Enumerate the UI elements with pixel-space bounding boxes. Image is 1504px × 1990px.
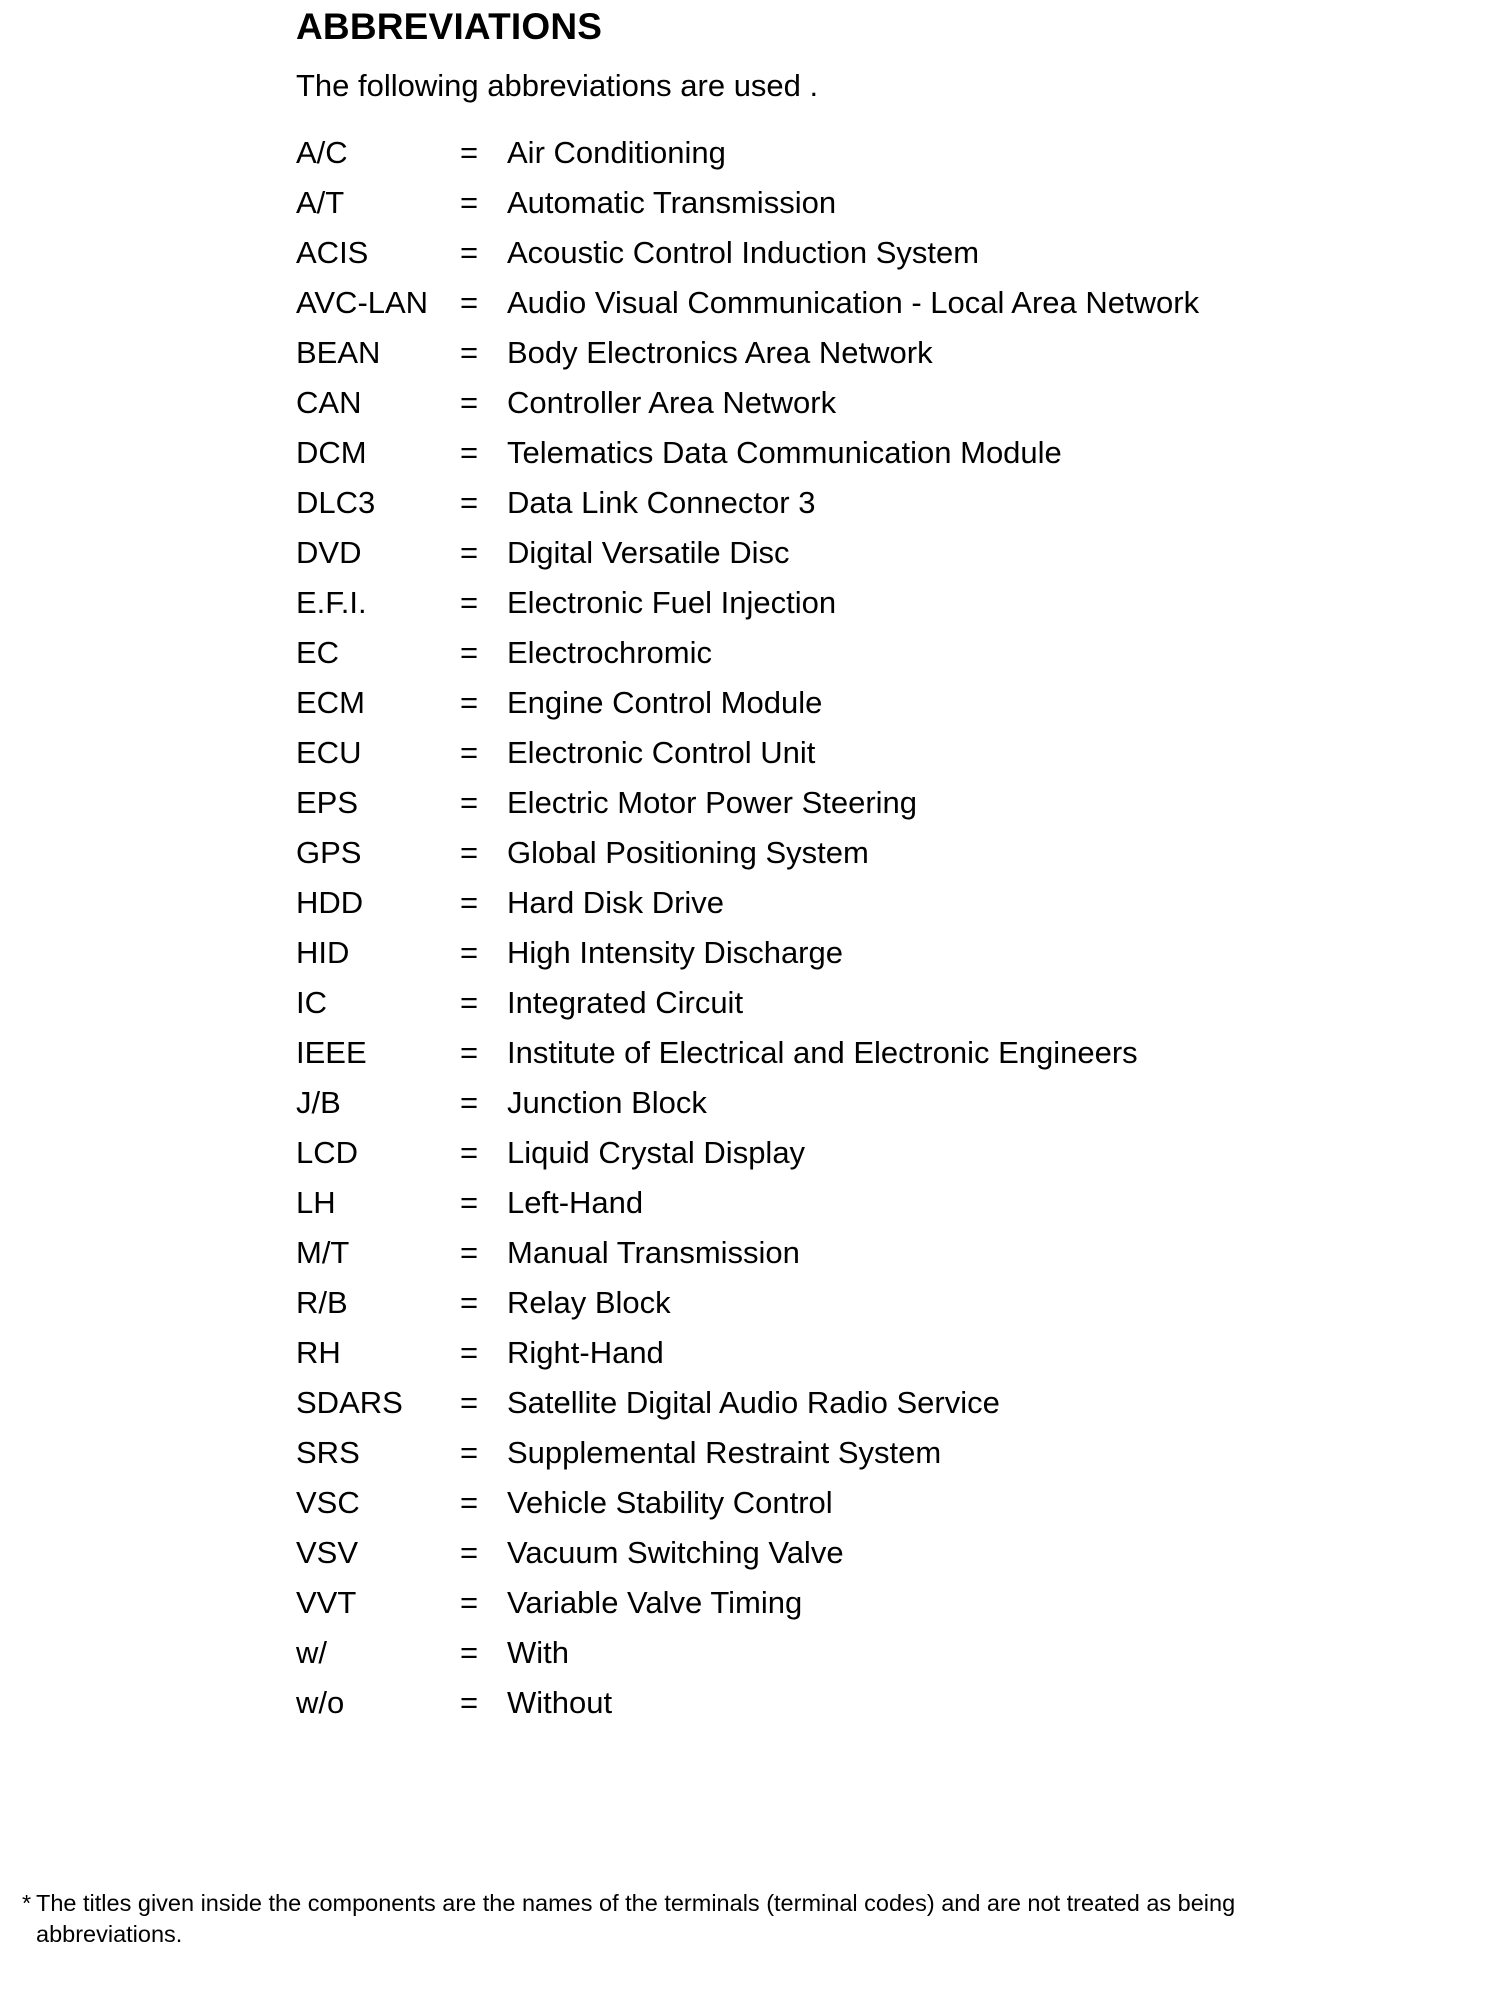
abbreviation-list xyxy=(296,128,1199,1728)
abbreviation-definition: Integrated Circuit xyxy=(507,985,744,1020)
abbreviation-row xyxy=(296,978,1199,1028)
abbreviation-row xyxy=(296,828,1199,878)
abbreviation-definition: Junction Block xyxy=(507,1085,707,1120)
abbreviation-definition: Hard Disk Drive xyxy=(507,885,725,920)
equals-sign: = xyxy=(460,1285,479,1320)
intro-text: The following abbreviations are used . xyxy=(296,68,819,103)
abbreviation-term: VVT xyxy=(296,1585,357,1620)
footnote xyxy=(22,1888,1482,1950)
abbreviation-row xyxy=(296,1128,1199,1178)
abbreviation-row xyxy=(296,1628,1199,1678)
abbreviation-row xyxy=(296,628,1199,678)
abbreviation-term: CAN xyxy=(296,385,362,420)
abbreviation-definition: Digital Versatile Disc xyxy=(507,535,790,570)
abbreviation-term: SRS xyxy=(296,1435,360,1470)
abbreviation-term: BEAN xyxy=(296,335,381,370)
abbreviation-term: VSC xyxy=(296,1485,360,1520)
equals-sign: = xyxy=(460,1185,479,1220)
abbreviation-term: LH xyxy=(296,1185,336,1220)
abbreviation-definition: Acoustic Control Induction System xyxy=(507,235,980,270)
equals-sign: = xyxy=(460,685,479,720)
abbreviation-definition: Right-Hand xyxy=(507,1335,664,1370)
equals-sign: = xyxy=(460,1035,479,1070)
abbreviation-term: AVC-LAN xyxy=(296,285,429,320)
abbreviation-row xyxy=(296,328,1199,378)
abbreviation-definition: High Intensity Discharge xyxy=(507,935,843,970)
abbreviation-row xyxy=(296,278,1199,328)
equals-sign: = xyxy=(460,1585,479,1620)
abbreviation-term: RH xyxy=(296,1335,341,1370)
abbreviation-term: J/B xyxy=(296,1085,341,1120)
abbreviation-definition: Data Link Connector 3 xyxy=(507,485,816,520)
equals-sign: = xyxy=(460,1235,479,1270)
abbreviation-row xyxy=(296,1228,1199,1278)
abbreviation-row xyxy=(296,1678,1199,1728)
abbreviation-definition: Electronic Fuel Injection xyxy=(507,585,837,620)
abbreviation-term: EPS xyxy=(296,785,359,820)
abbreviation-row xyxy=(296,478,1199,528)
abbreviation-term: A/T xyxy=(296,185,345,220)
abbreviation-definition: Audio Visual Communication - Local Area Network xyxy=(507,285,1200,320)
footnote-line-2: abbreviations. xyxy=(36,1921,183,1947)
abbreviation-term: IEEE xyxy=(296,1035,367,1070)
equals-sign: = xyxy=(460,885,479,920)
abbreviation-term: M/T xyxy=(296,1235,350,1270)
abbreviation-term: HID xyxy=(296,935,350,970)
abbreviation-term: VSV xyxy=(296,1535,359,1570)
abbreviation-row xyxy=(296,1478,1199,1528)
abbreviation-definition: Electrochromic xyxy=(507,635,712,670)
abbreviation-row xyxy=(296,428,1199,478)
equals-sign: = xyxy=(460,485,479,520)
footnote-line-1: The titles given inside the components are the names of the terminals (terminal codes) and are not treated as being xyxy=(36,1890,1236,1916)
equals-sign: = xyxy=(460,1485,479,1520)
abbreviation-row xyxy=(296,1328,1199,1378)
abbreviation-term: EC xyxy=(296,635,340,670)
abbreviation-row xyxy=(296,1078,1199,1128)
abbreviation-row xyxy=(296,528,1199,578)
abbreviation-term: SDARS xyxy=(296,1385,403,1420)
abbreviation-row xyxy=(296,1278,1199,1328)
abbreviation-definition: Institute of Electrical and Electronic Engineers xyxy=(507,1035,1138,1070)
equals-sign: = xyxy=(460,1635,479,1670)
abbreviation-definition: Engine Control Module xyxy=(507,685,823,720)
equals-sign: = xyxy=(460,135,479,170)
abbreviation-term: DVD xyxy=(296,535,362,570)
page-title: ABBREVIATIONS xyxy=(296,6,603,47)
equals-sign: = xyxy=(460,435,479,470)
abbreviation-term: w/ xyxy=(296,1635,327,1670)
abbreviation-row xyxy=(296,1378,1199,1428)
abbreviation-term: DCM xyxy=(296,435,367,470)
abbreviation-definition: Electric Motor Power Steering xyxy=(507,785,918,820)
abbreviation-term: A/C xyxy=(296,135,348,170)
equals-sign: = xyxy=(460,185,479,220)
abbreviation-definition: Vehicle Stability Control xyxy=(507,1485,833,1520)
abbreviation-definition: Variable Valve Timing xyxy=(507,1585,803,1620)
abbreviation-term: E.F.I. xyxy=(296,585,367,620)
equals-sign: = xyxy=(460,985,479,1020)
abbreviation-row xyxy=(296,778,1199,828)
abbreviation-definition: Controller Area Network xyxy=(507,385,837,420)
equals-sign: = xyxy=(460,1135,479,1170)
equals-sign: = xyxy=(460,1085,479,1120)
abbreviation-term: HDD xyxy=(296,885,364,920)
abbreviation-definition: Manual Transmission xyxy=(507,1235,800,1270)
abbreviation-row xyxy=(296,228,1199,278)
equals-sign: = xyxy=(460,835,479,870)
abbreviation-row xyxy=(296,1178,1199,1228)
abbreviation-term: ECM xyxy=(296,685,365,720)
equals-sign: = xyxy=(460,935,479,970)
abbreviation-definition: Telematics Data Communication Module xyxy=(507,435,1062,470)
abbreviation-row xyxy=(296,1428,1199,1478)
abbreviation-term: w/o xyxy=(296,1685,345,1720)
equals-sign: = xyxy=(460,1685,479,1720)
abbreviation-definition: Vacuum Switching Valve xyxy=(507,1535,844,1570)
abbreviation-definition: Satellite Digital Audio Radio Service xyxy=(507,1385,1000,1420)
abbreviation-row xyxy=(296,878,1199,928)
abbreviation-row xyxy=(296,128,1199,178)
abbreviation-term: ACIS xyxy=(296,235,369,270)
equals-sign: = xyxy=(460,585,479,620)
equals-sign: = xyxy=(460,335,479,370)
equals-sign: = xyxy=(460,285,479,320)
abbreviation-definition: Automatic Transmission xyxy=(507,185,837,220)
equals-sign: = xyxy=(460,1335,479,1370)
abbreviation-row xyxy=(296,1028,1199,1078)
abbreviation-definition: Relay Block xyxy=(507,1285,671,1320)
abbreviation-definition: Electronic Control Unit xyxy=(507,735,816,770)
abbreviation-row xyxy=(296,378,1199,428)
abbreviation-term: ECU xyxy=(296,735,362,770)
equals-sign: = xyxy=(460,1535,479,1570)
abbreviation-definition: Liquid Crystal Display xyxy=(507,1135,806,1170)
abbreviation-row xyxy=(296,928,1199,978)
abbreviation-row xyxy=(296,1578,1199,1628)
abbreviation-definition: With xyxy=(507,1635,569,1670)
abbreviation-row xyxy=(296,578,1199,628)
equals-sign: = xyxy=(460,1435,479,1470)
abbreviation-term: LCD xyxy=(296,1135,359,1170)
abbreviation-definition: Global Positioning System xyxy=(507,835,869,870)
equals-sign: = xyxy=(460,385,479,420)
abbreviation-definition: Supplemental Restraint System xyxy=(507,1435,942,1470)
abbreviation-term: GPS xyxy=(296,835,362,870)
abbreviation-row xyxy=(296,678,1199,728)
abbreviation-row xyxy=(296,178,1199,228)
abbreviation-definition: Body Electronics Area Network xyxy=(507,335,933,370)
equals-sign: = xyxy=(460,235,479,270)
equals-sign: = xyxy=(460,635,479,670)
abbreviation-row xyxy=(296,728,1199,778)
abbreviation-definition: Air Conditioning xyxy=(507,135,726,170)
footnote-asterisk: * xyxy=(22,1890,32,1916)
equals-sign: = xyxy=(460,785,479,820)
equals-sign: = xyxy=(460,735,479,770)
equals-sign: = xyxy=(460,1385,479,1420)
equals-sign: = xyxy=(460,535,479,570)
abbreviation-definition: Without xyxy=(507,1685,613,1720)
abbreviation-term: R/B xyxy=(296,1285,348,1320)
abbreviation-definition: Left-Hand xyxy=(507,1185,644,1220)
abbreviation-term: IC xyxy=(296,985,327,1020)
abbreviation-row xyxy=(296,1528,1199,1578)
abbreviation-term: DLC3 xyxy=(296,485,376,520)
